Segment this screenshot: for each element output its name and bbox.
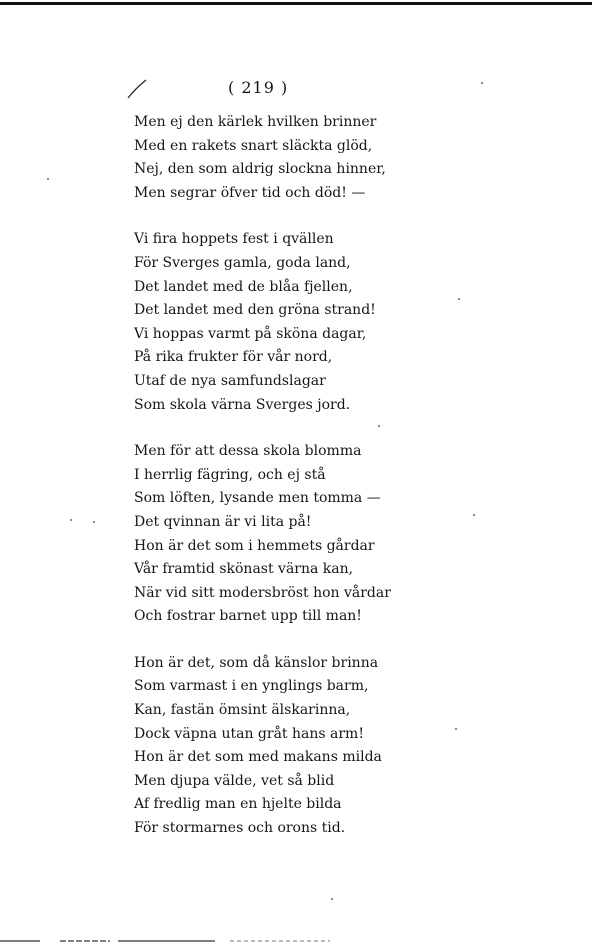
- scan-speck: [481, 82, 483, 84]
- poem-line: Vår framtid skönast värna kan,: [134, 561, 354, 578]
- poem-line: Hon är det som med makans milda: [134, 749, 382, 766]
- scan-speck: [47, 178, 49, 180]
- poem-line: Kan, fastän ömsint älskarinna,: [134, 702, 351, 719]
- poem-line: Men ej den kärlek hvilken brinner: [134, 114, 377, 130]
- page-header: [0, 78, 592, 102]
- page-number: ( 219 ): [228, 78, 289, 97]
- poem-line: För Sverges gamla, goda land,: [134, 254, 351, 271]
- scan-speck: [473, 514, 475, 516]
- poem-line: Med en rakets snart släckta glöd,: [134, 137, 373, 154]
- poem-line: Vi fira hoppets fest i qvällen: [134, 231, 334, 248]
- poem-line: Som löften, lysande men tomma —: [134, 490, 381, 507]
- poem-line: När vid sitt modersbröst hon vårdar: [134, 584, 391, 601]
- poem-line: Dock väpna utan gråt hans arm!: [134, 725, 364, 742]
- poem-line: Nej, den som aldrig slockna hinner,: [134, 161, 386, 178]
- poem-line: Det landet med den gröna strand!: [134, 302, 376, 319]
- poem-line: På rika frukter för vår nord,: [134, 349, 333, 366]
- poem-line: Utaf de nya samfundslagar: [134, 372, 326, 389]
- scan-speck: [70, 519, 72, 521]
- poem-line: I herrlig fägring, och ej stå: [134, 466, 326, 483]
- poem-line: Det qvinnan är vi lita på!: [134, 513, 312, 530]
- poem-line: Hon är det som i hemmets gårdar: [134, 537, 375, 554]
- poem-line: Vi hoppas varmt på sköna dagar,: [134, 325, 367, 342]
- poem-line: Som skola värna Sverges jord.: [134, 396, 351, 413]
- scan-speck: [93, 521, 95, 523]
- pen-stroke-mark: [126, 78, 148, 100]
- poem-line: För stormarnes och orons tid.: [134, 820, 346, 837]
- scan-speck: [331, 898, 333, 900]
- scan-speck: [455, 728, 457, 730]
- scan-speck: [458, 298, 460, 300]
- scan-speck: [378, 425, 380, 427]
- stanza-1: [134, 111, 424, 205]
- poem-line: Och fostrar barnet upp till man!: [134, 608, 362, 625]
- bottom-edge-rule: [0, 940, 592, 942]
- poem-line: Men för att dessa skola blomma: [134, 443, 362, 460]
- poem-line: Af fredlig man en hjelte bilda: [134, 796, 342, 813]
- stanza-2: [134, 228, 424, 417]
- poem-line: Hon är det, som då känslor brinna: [134, 654, 379, 671]
- poem: [134, 111, 424, 864]
- poem-line: Men djupa välde, vet så blid: [134, 772, 335, 789]
- stanza-3: [134, 440, 424, 629]
- poem-line: Det landet med de blåa fjellen,: [134, 278, 353, 295]
- poem-line: Som varmast i en ynglings barm,: [134, 678, 369, 695]
- stanza-4: [134, 652, 424, 841]
- poem-line: Men segrar öfver tid och död! —: [134, 184, 366, 201]
- top-border-rule: [0, 2, 592, 5]
